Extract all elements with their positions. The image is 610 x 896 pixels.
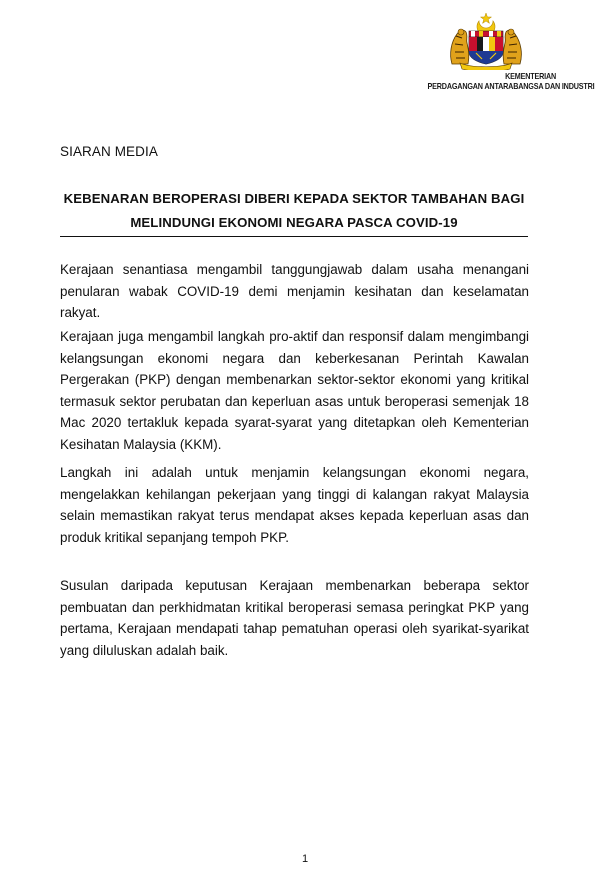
- paragraph: Langkah ini adalah untuk menjamin kelangsungan ekonomi negara, mengelakkan kehilangan pekerjaan yang tinggi di kalangan rakyat Malaysia selain memastikan rakyat terus mendapat akses kepada keperluan asas dan produk kritikal sepanjang tempoh PKP.: [60, 465, 529, 545]
- ministry-name-line1: KEMENTERIAN: [505, 72, 556, 81]
- page-number: 1: [301, 853, 309, 865]
- headline: [60, 187, 528, 235]
- paragraph: Susulan daripada keputusan Kerajaan membenarkan beberapa sektor pembuatan dan perkhidmatan kritikal beroperasi semasa peringkat PKP yang pertama, Kerajaan mendapati tahap pematuhan operasi oleh syarikat-syarikat yang diluluskan adalah baik.: [60, 578, 529, 658]
- paragraph: Kerajaan senantiasa mengambil tanggungjawab dalam usaha menangani penularan wabak COVID-19 demi menjamin kesihatan dan keselamatan rakyat.: [60, 262, 529, 321]
- paragraph: Kerajaan juga mengambil langkah pro-aktif dan responsif dalam mengimbangi kelangsungan ekonomi negara dan keberkesanan Perintah Kawalan Pergerakan (PKP) dengan membenarkan sektor-sektor ekonomi yang kritikal termasuk sektor perubatan dan keperluan asas untuk beroperasi semenjak 18 Mac 2020 tertakluk kepada syarat-syarat yang ditetapkan oleh Kementerian Kesihatan Malaysia (KKM).: [60, 329, 529, 452]
- ministry-name-line2: PERDAGANGAN ANTARABANGSA DAN INDUSTRI: [427, 82, 595, 91]
- headline-divider: [60, 236, 528, 237]
- headline-line1: KEBENARAN BEROPERASI DIBERI KEPADA SEKTOR TAMBAHAN BAGI: [63, 191, 525, 206]
- document-label: SIARAN MEDIA: [60, 144, 158, 159]
- headline-line2: MELINDUNGI EKONOMI NEGARA PASCA COVID-19: [130, 215, 458, 230]
- ministry-name: [427, 72, 595, 92]
- coat-of-arms-icon: [446, 12, 526, 70]
